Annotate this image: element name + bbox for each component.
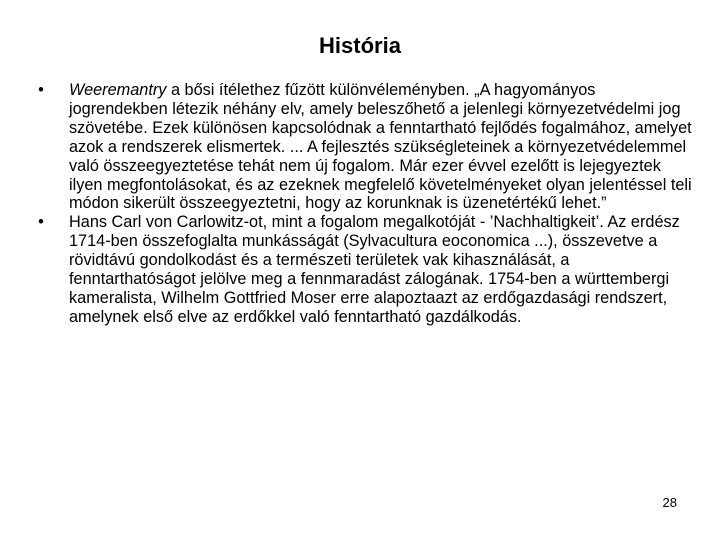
bullet-text — [69, 81, 694, 213]
bullet-lead-italic: Weeremantry — [69, 81, 167, 99]
bullet-marker: • — [38, 213, 44, 232]
bullet-item-weeremantry — [34, 81, 694, 213]
bullet-body: Hans Carl von Carlowitz-ot, mint a fogalom megalkotóját - ’Nachhaltigkeit’. Az erdész 1714-ben összefoglalta munkásságát (Sylvacultura eoconomica ...), összevetve a rövidtávú gondolkodást és a természeti területek vak kihasználását, a fenntarthatóságot jelölve meg a fennmaradást zálogának. 1754-ben a württembergi kameralista, Wilhelm Gottfried Moser erre alapoztaazt az erdőgazdasági rendszert, amelynek első elve az erdőkkel való fenntartható gazdálkodás. — [69, 213, 680, 326]
bullet-list — [34, 81, 694, 327]
bullet-item-carlowitz — [34, 213, 694, 326]
slide-title: História — [319, 33, 401, 58]
bullet-marker: • — [38, 81, 44, 99]
bullet-text — [69, 213, 694, 326]
bullet-body: a bősi ítélethez fűzött különvéleményben. „A hagyományos jogrendekben létezik néhány elv, amely beleszőhető a jelenlegi környezetvédelmi jog szövetébe. Ezek különösen kapcsolódnak a fenntartható fejlődés fogalmához, amelyet azok a rendszerek elismertek. ... A fejlesztés szükségleteinek a környezetvédelemmel való összeegyeztetése tehát nem új fogalom. Már ezer évvel ezelőtt is lejegyeztek ilyen megfontolásokat, és az ezeknek megfelelő követelményeket olyan jelentéssel teli módon sikerült összeegyeztetni, hogy az korunknak is üzenetértékű lehet.” — [69, 81, 692, 213]
page-number: 28 — [662, 495, 677, 510]
